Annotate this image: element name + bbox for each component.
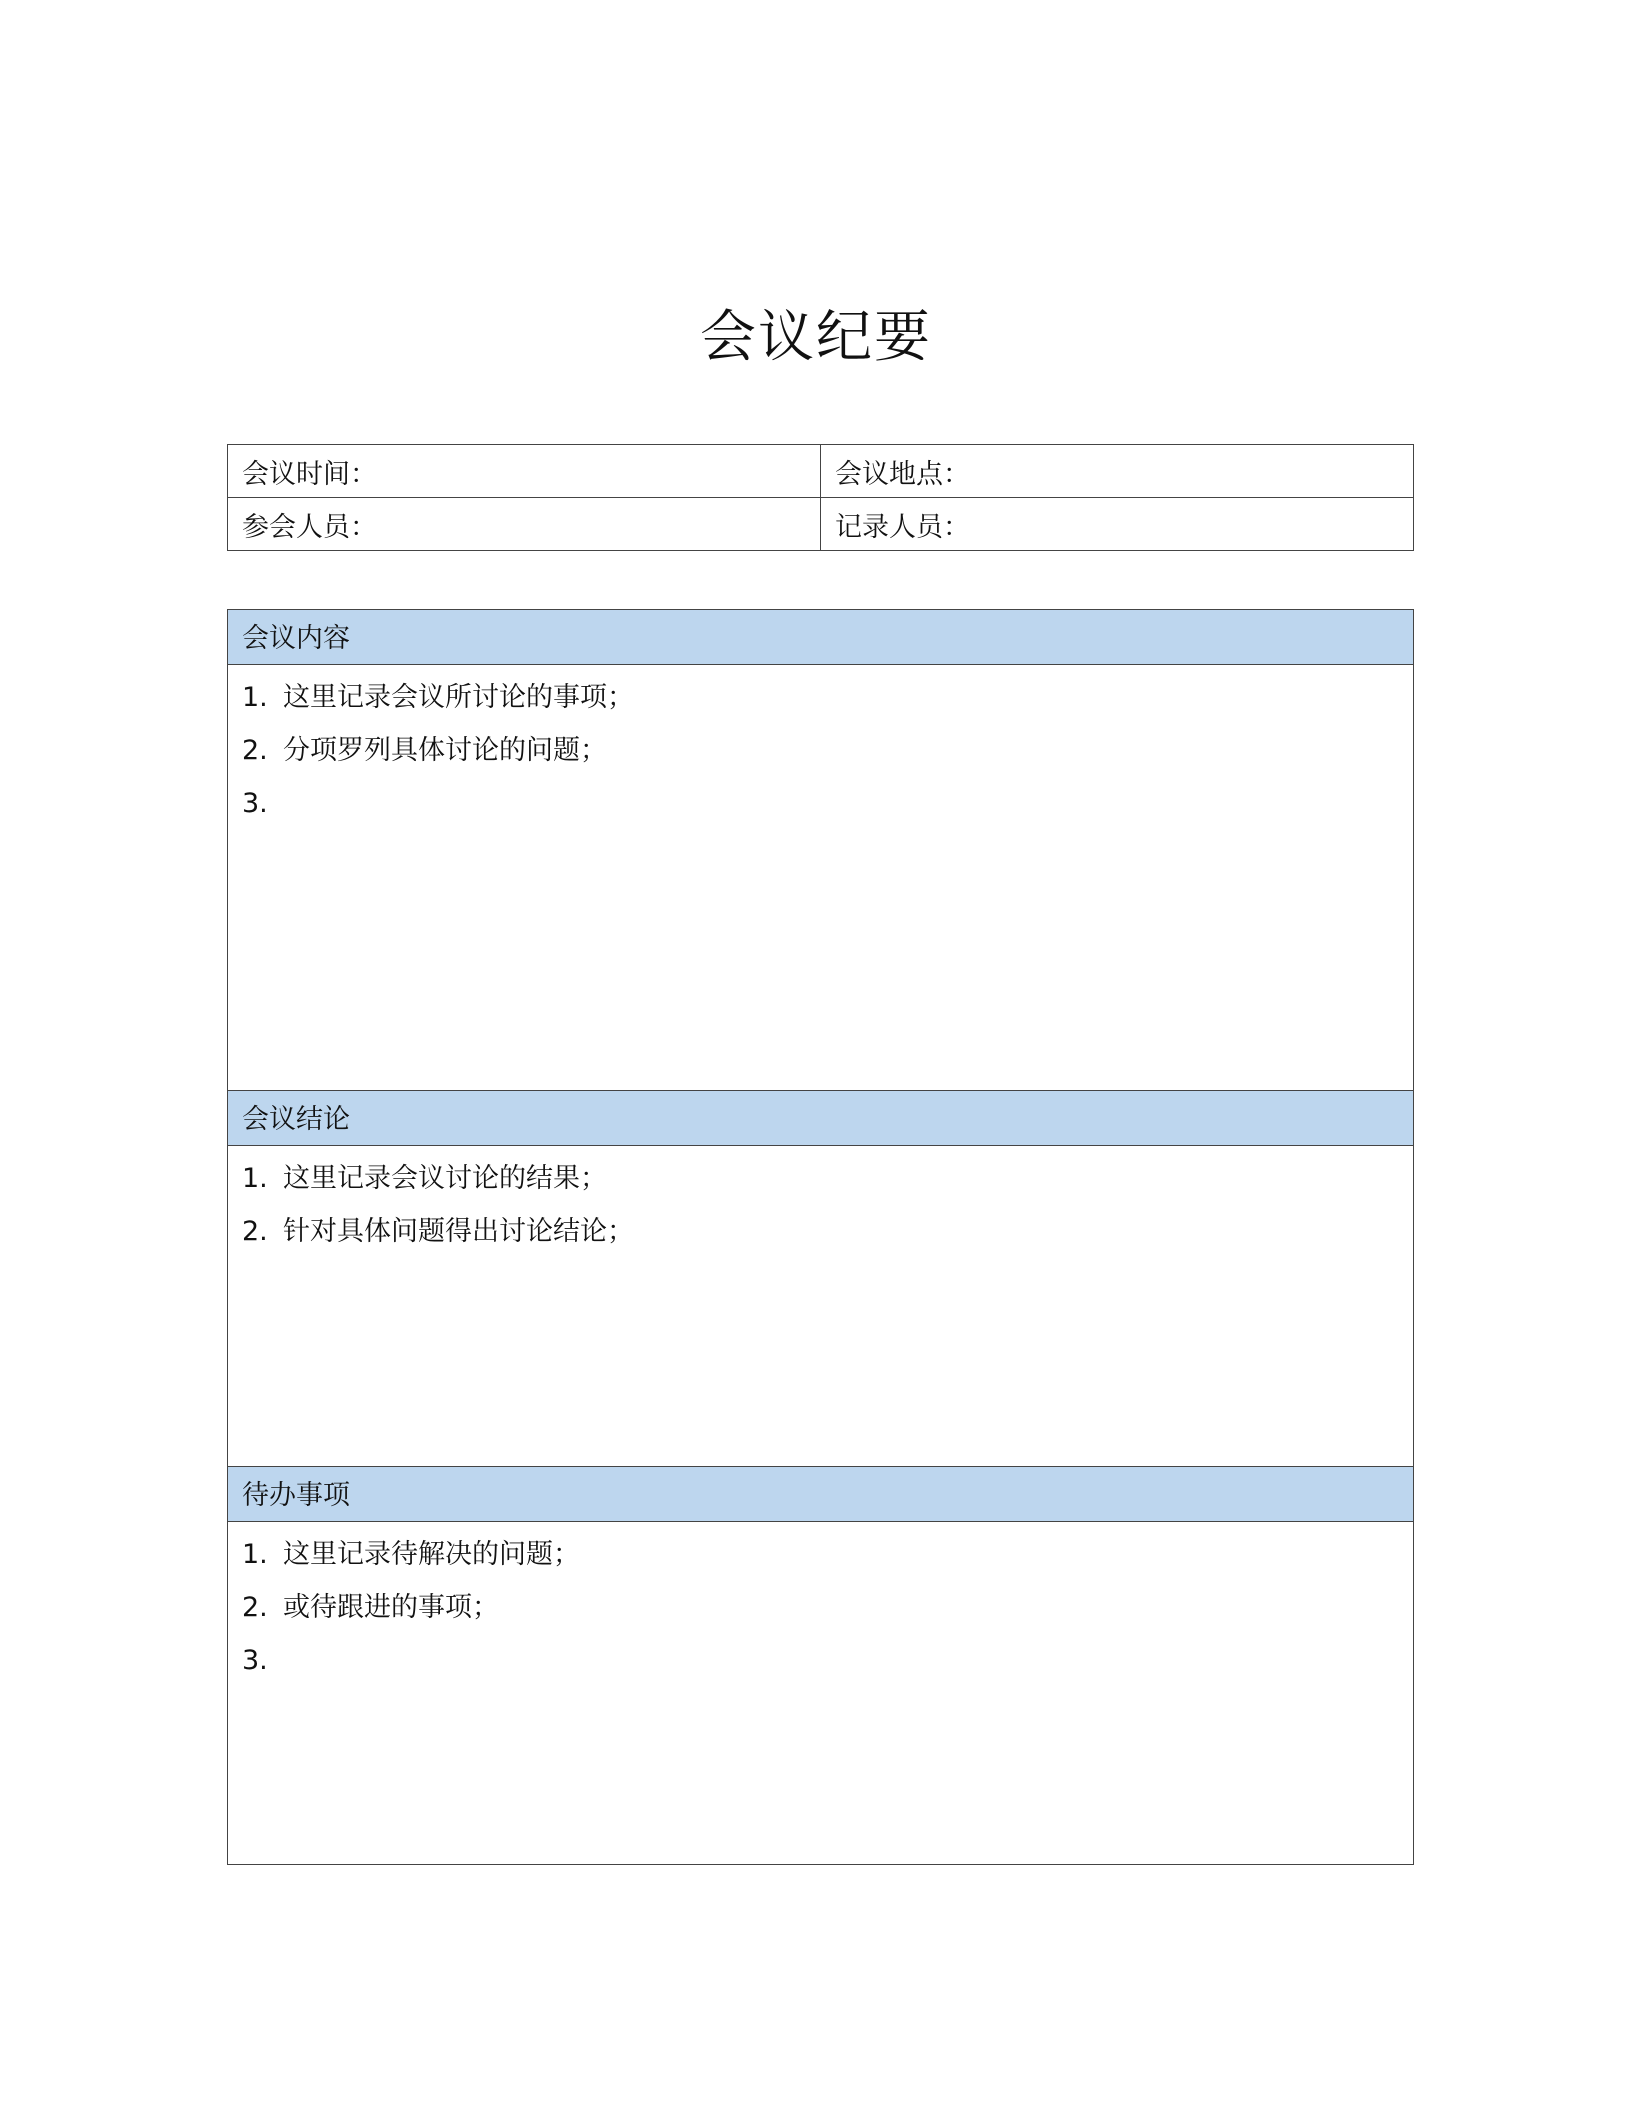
list-item-text: 针对具体问题得出讨论结论； <box>283 1216 634 1247</box>
list-item-number: 2. <box>242 735 268 766</box>
list-item-text: 这里记录会议所讨论的事项； <box>283 682 634 713</box>
list-item <box>242 1205 1399 1258</box>
list-item <box>242 1581 1399 1634</box>
info-row-1 <box>228 445 1414 498</box>
list-item <box>242 1528 1399 1581</box>
list-item-text: 这里记录会议讨论的结果； <box>283 1163 607 1194</box>
list-item <box>242 1152 1399 1205</box>
meeting-info-table <box>227 444 1414 551</box>
recorder-field[interactable]: 记录人员： <box>821 498 1414 551</box>
list-item <box>242 1634 1399 1687</box>
list-item-text: 分项罗列具体讨论的问题； <box>283 735 607 766</box>
list-item-number: 3. <box>242 788 268 819</box>
meeting-place-field[interactable]: 会议地点： <box>821 445 1414 498</box>
section-body-conclusion[interactable] <box>228 1146 1413 1467</box>
meeting-time-field[interactable]: 会议时间： <box>228 445 821 498</box>
list-item-number: 2. <box>242 1592 268 1623</box>
list-item <box>242 671 1399 724</box>
section-body-content[interactable] <box>228 665 1413 1091</box>
info-row-2 <box>228 498 1414 551</box>
section-heading-conclusion: 会议结论 <box>228 1091 1413 1146</box>
list-item-text: 这里记录待解决的问题； <box>283 1539 580 1570</box>
list-item-number: 3. <box>242 1645 268 1676</box>
section-heading-content: 会议内容 <box>228 610 1413 665</box>
list-item <box>242 777 1399 830</box>
attendees-field[interactable]: 参会人员： <box>228 498 821 551</box>
list-item-number: 1. <box>242 1539 268 1570</box>
page-title: 会议纪要 <box>700 305 932 370</box>
section-body-todo[interactable] <box>228 1522 1413 1864</box>
list-item <box>242 724 1399 777</box>
list-item-number: 1. <box>242 1163 268 1194</box>
list-item-number: 2. <box>242 1216 268 1247</box>
list-item-number: 1. <box>242 682 268 713</box>
section-heading-todo: 待办事项 <box>228 1467 1413 1522</box>
list-item-text: 或待跟进的事项； <box>283 1592 499 1623</box>
minutes-sections-table <box>227 609 1414 1865</box>
